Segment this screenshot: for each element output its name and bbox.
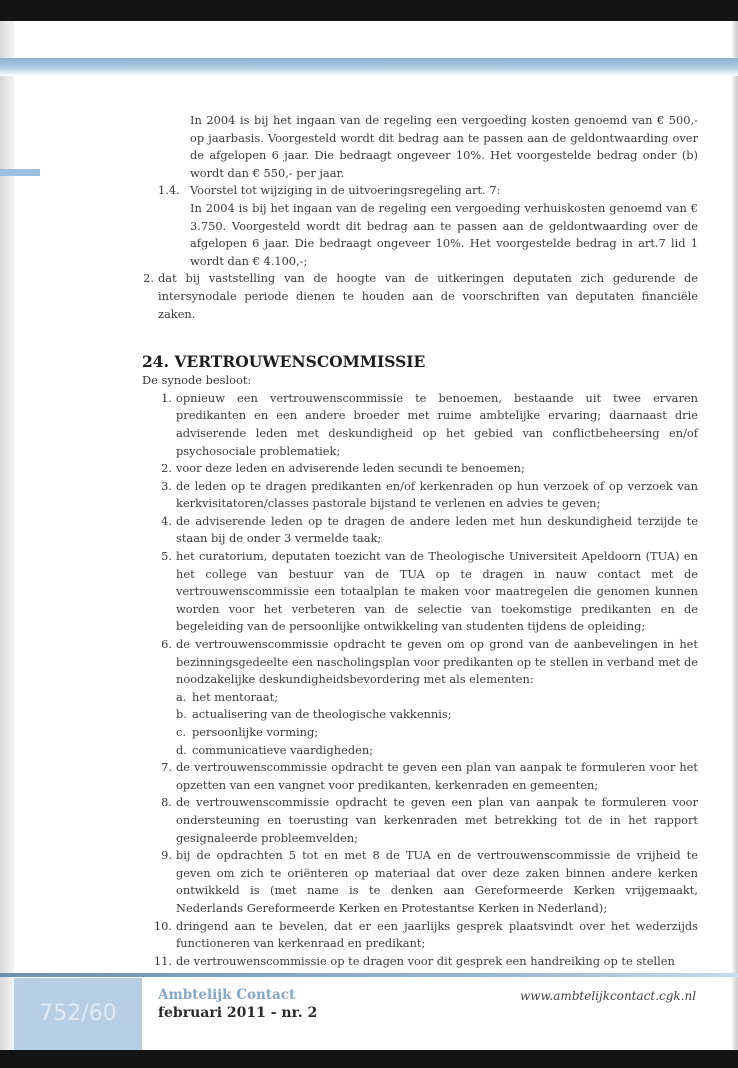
item-number: 6. (161, 637, 172, 652)
item-number: 5. (161, 549, 172, 564)
list-item (153, 918, 698, 953)
sub-item-text: het mentoraat; (192, 689, 279, 704)
item-text: voor deze leden en adviserende leden secundi te benoemen; (176, 461, 525, 476)
scan-bottom-border (0, 1050, 738, 1068)
list-item (153, 953, 698, 971)
sub-item-letter: c. (176, 725, 187, 739)
sub-list-item (176, 689, 698, 707)
website-url: www.ambtelijkcontact.cgk.nl (520, 989, 697, 1003)
sub-item-text: communicatieve vaardigheden; (192, 742, 374, 757)
list-item (158, 460, 698, 478)
sub-item-text: persoonlijke vorming; (192, 725, 319, 739)
item-number: 8. (161, 795, 172, 810)
item-number: 3. (161, 478, 172, 493)
section-title: 24. VERTROUWENSCOMMISSIE (142, 352, 426, 372)
sub-item-letter: a. (176, 689, 187, 704)
list-item (158, 390, 698, 460)
item-text: de vertrouwenscommissie opdracht te geven een plan van aanpak te formuleren voor het opzetten van een vangnet voor predikanten, kerkenraden en gemeenten; (176, 760, 698, 792)
item-body: In 2004 is bij het ingaan van de regeling een vergoeding verhuiskosten genoemd van € 3.750. Voorgesteld wordt dit bedrag aan te passen aan de geldontwaarding over de afgelopen 6 jaar. Die bedraagt ongeveer 10%. Het voorgestelde bedrag in art.7 lid 1 wordt dan € 4.100,-; (190, 200, 698, 268)
magazine-title: Ambtelijk Contact (158, 987, 296, 1003)
item-title: Voorstel tot wijziging in de uitvoeringsregeling art. 7: (190, 183, 501, 198)
list-item (158, 847, 698, 917)
sub-list-item (176, 724, 698, 742)
item-text: de leden op te dragen predikanten en/of kerkenraden op hun verzoek of op verzoek van kerkvisitatoren/classes pastorale bijstand te verlenen en advies te geven; (176, 478, 698, 511)
list-item (158, 636, 698, 759)
item-number: 10. (153, 918, 172, 933)
list-item-2 (142, 270, 698, 323)
item-number: 11. (153, 953, 172, 968)
item-number: 2. (161, 461, 172, 476)
item-text: de vertrouwenscommissie op te dragen voor dit gesprek een handreiking op te stellen (176, 953, 675, 968)
header-color-band (0, 58, 738, 76)
item-text: de adviserende leden op te dragen de andere leden met hun deskundigheid terzijde te staan bij de onder 3 vermelde taak; (176, 513, 698, 546)
page-number: 752/60 (14, 978, 142, 1050)
page-edge (732, 21, 738, 1050)
item-number: 9. (161, 848, 172, 863)
list-item (158, 478, 698, 513)
item-text: het curatorium, deputaten toezicht van de Theologische Universiteit Apeldoorn (TUA) en het college van bestuur van de TUA op te dragen in nauw contact met de vertrouwenscommissie een totaalplan te maken voor maatregelen die genomen kunnen worden voor het verbeteren van de selectie van toekomstige predikanten en de begeleiding van de persoonlijke ontwikkeling van studenten tijdens de opleiding; (176, 549, 698, 634)
footer-rule (0, 973, 738, 977)
sub-list-item (176, 706, 698, 724)
sub-list-item (176, 742, 698, 760)
item-number: 7. (161, 760, 172, 775)
intro-paragraph: In 2004 is bij het ingaan van de regeling een vergoeding kosten genoemd van € 500,- op jaarbasis. Voorgesteld wordt dit bedrag aan te passen aan de geldontwaarding over de afgelopen 6 jaar. Die bedraagt ongeveer 10%. Het voorgestelde bedrag onder (b) wordt dan € 550,- per jaar. (190, 113, 698, 180)
list-item (158, 759, 698, 794)
item-text: de vertrouwenscommissie opdracht te geven om op grond van de aanbevelingen in het bezinningsgedeelte een nascholingsplan voor predikanten op te stellen in verband met de noodzakelijke deskundigheidsbevordering met als elementen: (176, 637, 698, 687)
article-body (142, 112, 698, 970)
item-text: bij de opdrachten 5 tot en met 8 de TUA en de vertrouwenscommissie de vrijheid te geven om zich te oriënteren op materiaal dat over deze zaken binnen andere kerken ontwikkeld is (met name is te denken aan Gereformeerde Kerken vrijgemaakt, Nederlands Gereformeerde Kerken en Protestantse Kerken in Nederland); (176, 848, 698, 915)
scan-top-border (0, 0, 738, 21)
list-item (158, 548, 698, 636)
item-text: de vertrouwenscommissie opdracht te geven een plan van aanpak te formuleren voor ondersteuning en toerusting van kerkenraden met betrekking tot de in het rapport gesignaleerde probleemvelden; (176, 795, 698, 845)
issue-label: februari 2011 - nr. 2 (158, 1005, 318, 1021)
item-number: 1.4. (158, 183, 180, 198)
sub-item-text: actualisering van de theologische vakkennis; (192, 707, 452, 722)
item-text: dat bij vaststelling van de hoogte van de uitkeringen deputaten zich gedurende de intersynodale periode dienen te houden aan de voorschriften van deputaten financiële zaken. (158, 271, 698, 321)
sub-item-letter: b. (176, 707, 187, 722)
item-text: opnieuw een vertrouwenscommissie te benoemen, bestaande uit twee ervaren predikanten en een andere broeder met ruime ambtelijke ervaring; daarnaast drie adviserende leden met deskundigheid op het gebied van conflictbeheersing en/of psychosociale problematiek; (176, 390, 698, 458)
list-item-1-4 (158, 182, 698, 270)
list-item (158, 513, 698, 548)
sub-item-letter: d. (176, 742, 187, 757)
item-text: dringend aan te bevelen, dat er een jaarlijks gesprek plaatsvindt over het wederzijds functioneren van kerkenraad en predikant; (176, 918, 698, 951)
item-number: 1. (161, 390, 172, 405)
list-item (158, 794, 698, 847)
margin-marker (0, 169, 40, 176)
section-intro: De synode besloot: (142, 373, 252, 388)
item-number: 4. (161, 513, 172, 528)
item-number: 2. (143, 271, 154, 286)
